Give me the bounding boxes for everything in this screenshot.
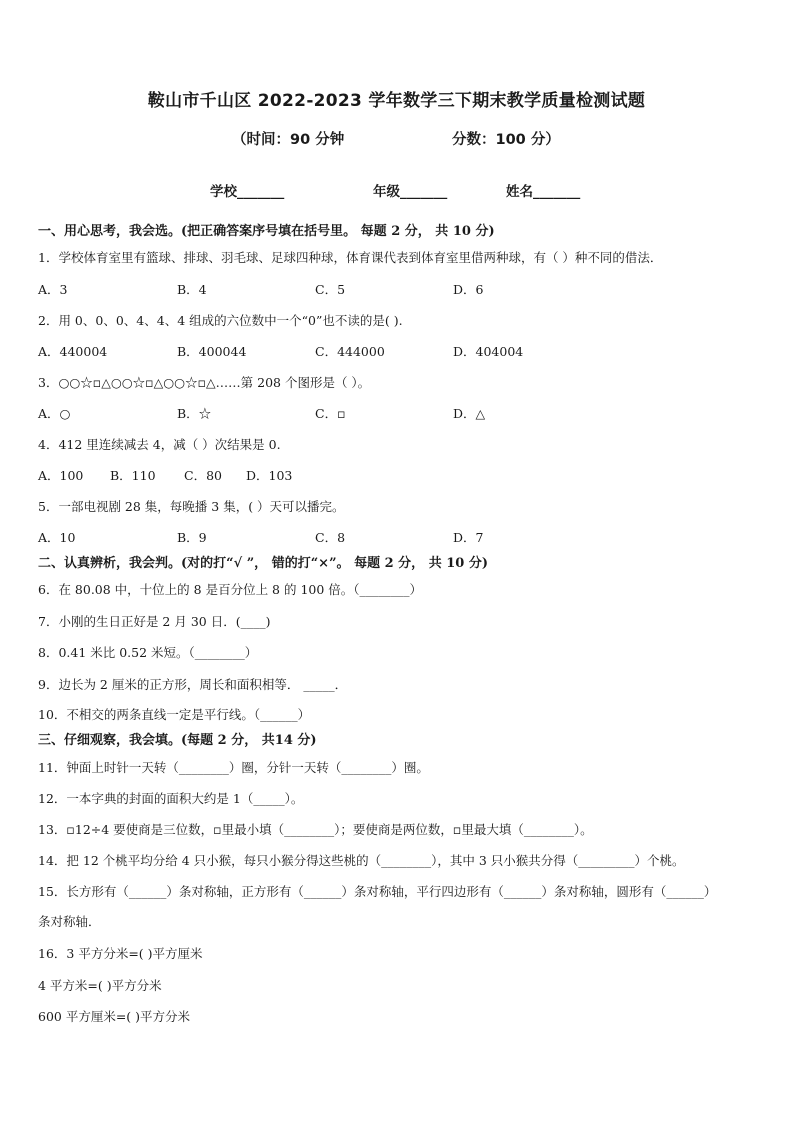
exam-score: 分数：100 分） <box>452 132 560 148</box>
section-3-heading: 三、仔细观察，我会填。(每题 2 分， 共14 分) <box>38 733 317 748</box>
question-11: 11．钟面上时针一天转（________）圈，分针一天转（________）圈。 <box>38 760 429 775</box>
q2-option-b[interactable]: B．400044 <box>177 344 247 359</box>
exam-time: （时间：90 分钟 <box>232 132 345 148</box>
q4-option-d[interactable]: D．103 <box>246 468 293 483</box>
question-16-part-3: 600 平方厘米=( )平方分米 <box>38 1009 191 1024</box>
q5-option-d[interactable]: D．7 <box>453 530 484 545</box>
question-16-part-2: 4 平方米=( )平方分米 <box>38 978 162 993</box>
question-2: 2．用 0、0、0、4、4、4 组成的六位数中一个“0”也不读的是( ). <box>38 313 403 328</box>
question-6: 6．在 80.08 中，十位上的 8 是百分位上 8 的 100 倍。（________） <box>38 582 423 597</box>
section-1-heading: 一、用心思考，我会选。(把正确答案序号填在括号里。 每题 2 分， 共 10 分) <box>38 224 495 239</box>
question-10: 10．不相交的两条直线一定是平行线。（______） <box>38 707 311 722</box>
q3-option-c[interactable]: C．▫ <box>315 406 346 421</box>
school-field[interactable]: 学校_______ <box>210 184 285 200</box>
question-1: 1．学校体育室里有篮球、排球、羽毛球、足球四种球，体育课代表到体育室里借两种球，有（ ）种不同的借法． <box>38 250 663 265</box>
q5-option-c[interactable]: C．8 <box>315 530 346 545</box>
q2-option-d[interactable]: D．404004 <box>453 344 524 359</box>
q5-option-a[interactable]: A．10 <box>38 530 76 545</box>
name-field[interactable]: 姓名_______ <box>506 184 581 200</box>
section-2-heading: 二、认真辨析，我会判。(对的打“√ ”， 错的打“×”。 每题 2 分， 共 10 分) <box>38 556 488 571</box>
q4-option-c[interactable]: C．80 <box>184 468 222 483</box>
q1-option-d[interactable]: D．6 <box>453 282 484 297</box>
question-9: 9．边长为 2 厘米的正方形，周长和面积相等． _____． <box>38 677 348 692</box>
q5-option-b[interactable]: B．9 <box>177 530 207 545</box>
question-8: 8．0.41 米比 0.52 米短。（________） <box>38 645 258 660</box>
question-12: 12．一本字典的封面的面积大约是 1（_____）。 <box>38 791 304 806</box>
question-16: 16．3 平方分米=( )平方厘米 <box>38 946 203 961</box>
question-14: 14．把 12 个桃平均分给 4 只小猴，每只小猴分得这些桃的（________），其中 3 只小猴共分得（_________）个桃。 <box>38 853 685 868</box>
q1-option-b[interactable]: B．4 <box>177 282 207 297</box>
q2-option-a[interactable]: A．440004 <box>38 344 108 359</box>
question-5: 5．一部电视剧 28 集，每晚播 3 集，( ）天可以播完。 <box>38 499 345 514</box>
q4-option-b[interactable]: B．110 <box>110 468 156 483</box>
question-4: 4．412 里连续减去 4，减（ ）次结果是 0. <box>38 437 281 452</box>
q1-option-c[interactable]: C．5 <box>315 282 346 297</box>
question-13: 13．▫12÷4 要使商是三位数，▫里最小填（________）；要使商是两位数，▫里最大填（________）。 <box>38 822 593 837</box>
q3-option-b[interactable]: B．☆ <box>177 406 212 421</box>
question-3: 3．○○☆▫△○○☆▫△○○☆▫△……第 208 个图形是（ ）。 <box>38 375 371 390</box>
grade-field[interactable]: 年级_______ <box>373 184 448 200</box>
question-7: 7．小刚的生日正好是 2 月 30 日．(____) <box>38 614 271 629</box>
q2-option-c[interactable]: C．444000 <box>315 344 385 359</box>
q3-option-d[interactable]: D．△ <box>453 406 486 421</box>
q4-option-a[interactable]: A．100 <box>38 468 84 483</box>
question-15-cont: 条对称轴． <box>38 914 101 929</box>
question-15: 15．长方形有（______）条对称轴，正方形有（______）条对称轴，平行四边形有（______）条对称轴，圆形有（______） <box>38 884 717 899</box>
q1-option-a[interactable]: A．3 <box>38 282 68 297</box>
page-title: 鞍山市千山区 2022-2023 学年数学三下期末教学质量检测试题 <box>147 91 646 111</box>
q3-option-a[interactable]: A．○ <box>38 406 71 421</box>
